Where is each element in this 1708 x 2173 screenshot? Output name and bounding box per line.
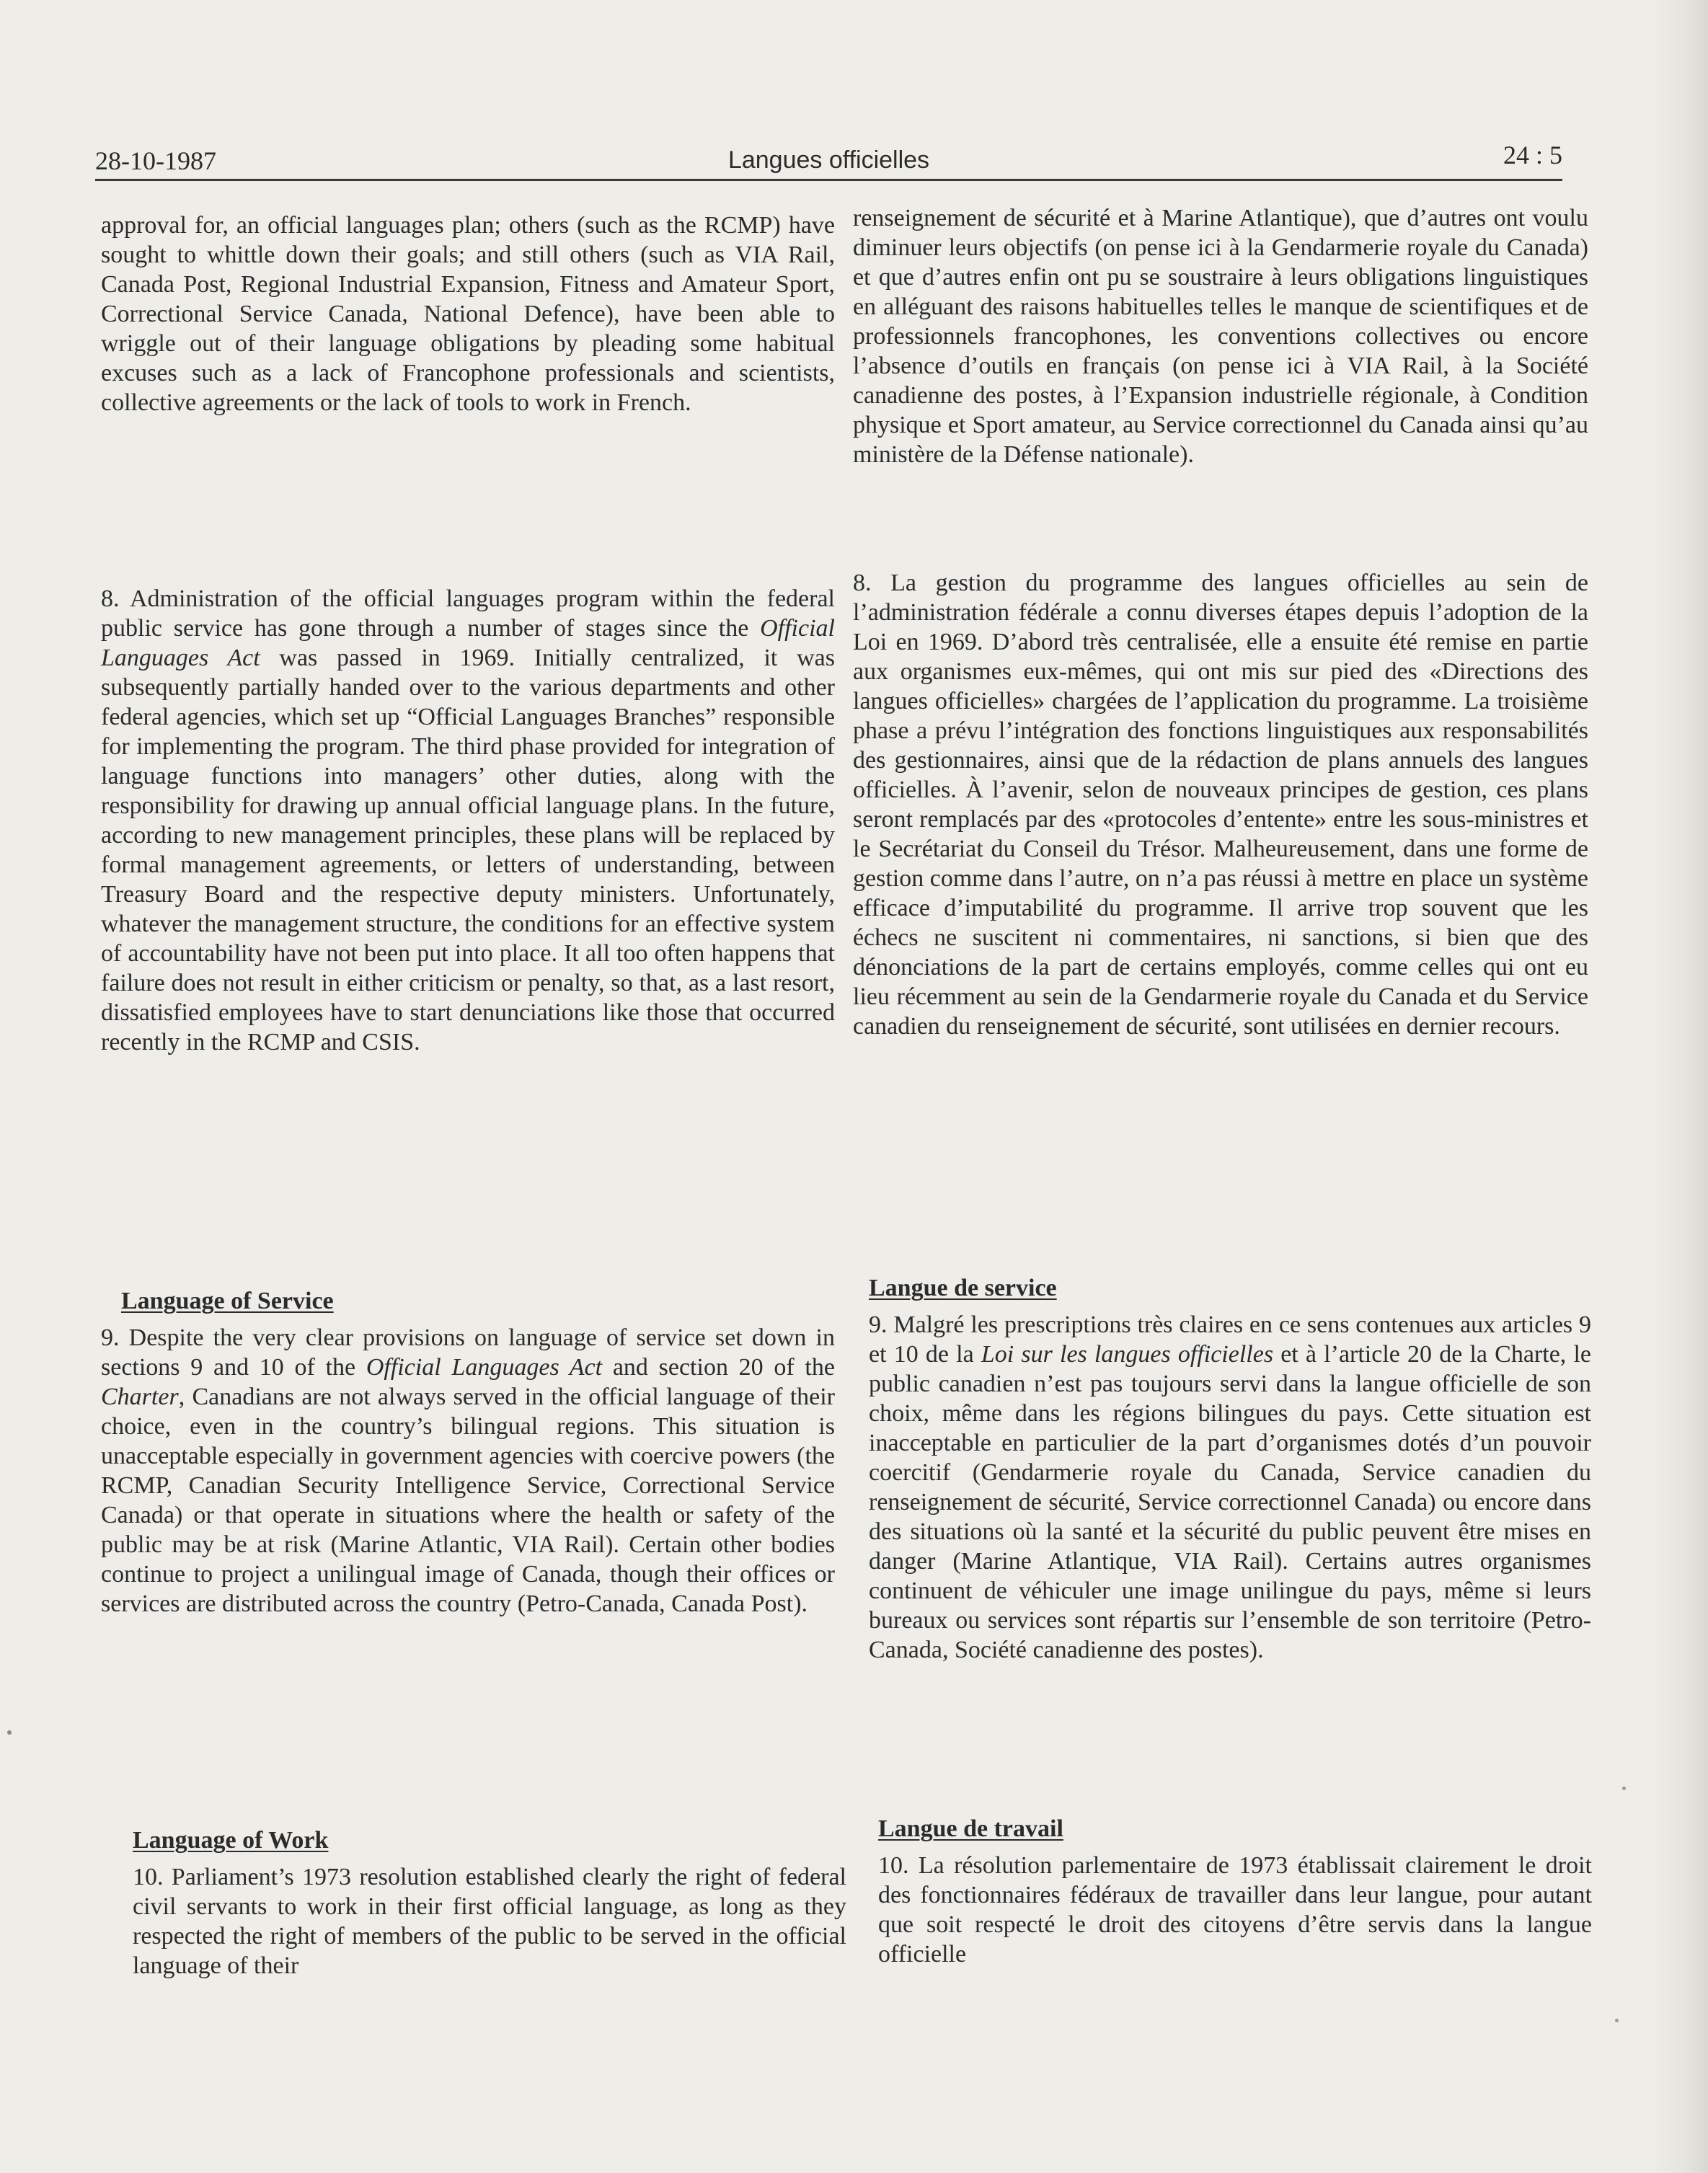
margin-speck xyxy=(1622,1787,1626,1790)
page-header xyxy=(95,136,1562,181)
margin-mark xyxy=(7,1730,12,1735)
english-work-section xyxy=(133,1825,846,1981)
english-work-heading: Language of Work xyxy=(133,1827,329,1854)
french-service-section xyxy=(869,1273,1591,1665)
french-paragraph-9: 9. Malgré les prescriptions très claires en ce sens contenues aux articles 9 et 10 de la Loi sur les langues officielles et à l’article 20 de la Charte, le public canadien n’est pas toujours servi dans la langue officielle de son choix, même dans les régions bilingues du pays. Cette situation est inacceptable en particulier de la part d’organismes dotés d’un pouvoir coercitif (Gendarmerie royale du Canada, Service canadien du renseignement de sécurité, Service correctionnel Canada) ou encore dans des situations où la santé et la sécurité du public peuvent être mises en danger (Marine Atlantique, VIA Rail). Certains autres organismes continuent de véhiculer une image unilingue du pays, même si leurs bureaux ou services sont répartis sur l’ensemble de son territoire (Petro-Canada, Société canadienne des postes). xyxy=(869,1311,1591,1663)
english-paragraph-9: 9. Despite the very clear provisions on language of service set down in sections 9 and 10 of the Official Languages Act and section 20 of the Charter, Canadians are not always served in the official language of their choice, even in the country’s bilingual regions. This situation is unacceptable especially in government agencies with coercive powers (the RCMP, Canadian Security Intelligence Service, Correctional Service Canada) or that operate in situations where the health or safety of the public may be at risk (Marine Atlantic, VIA Rail). Certain other bodies continue to project a unilingual image of Canada, though their offices or services are distributed across the country (Petro-Canada, Canada Post). xyxy=(101,1324,835,1617)
act-title: Loi sur les langues officielles xyxy=(981,1341,1274,1368)
margin-speck xyxy=(1615,2019,1619,2022)
charter-title: Charter xyxy=(101,1384,179,1410)
french-work-heading: Langue de travail xyxy=(878,1815,1063,1842)
french-paragraph-8: 8. La gestion du programme des langues officielles au sein de l’administration fédérale a connu diverses étapes depuis l’adoption de la Loi en 1969. D’abord très centralisée, elle a ensuite été remise en partie aux organismes eux-mêmes, qui ont mis sur pied des «Directions des langues officielles» chargées de l’application du programme. La troisième phase a prévu l’intégration des fonctions linguistiques aux responsabilités des gestionnaires, ainsi que de la rédaction de plans annuels des langues officielles. À l’avenir, selon de nouveaux principes de gestion, ces plans seront remplacés par des «protocoles d’entente» entre les sous-ministres et le Secrétariat du Conseil du Trésor. Malheureusement, dans une forme de gestion comme dans l’autre, on n’a pas réussi à mettre en place un système efficace d’imputabilité du programme. Il arrive trop souvent que les échecs ne suscitent ni commentaires, ni sanctions, si bien que des dénonciations de la part de certains employés, comme celles qui ont eu lieu récemment au sein de la Gendarmerie royale du Canada et du Service canadien du renseignement de sécurité, sont utilisées en dernier recours. xyxy=(853,570,1588,1040)
french-intro-paragraph: renseignement de sécurité et à Marine Atlantique), que d’autres ont voulu diminuer leurs objectifs (on pense ici à la Gendarmerie royale du Canada) et que d’autres enfin ont pu se soustraire à leurs obligations linguistiques en alléguant des raisons habituelles telles le manque de scientifiques et de professionnels francophones, les conventions collectives ou encore l’absence d’outils en français (on pense ici à VIA Rail, à la Société canadienne des postes, à l’Expansion industrielle régionale, à Condition physique et Sport amateur, au Service correctionnel du Canada ainsi qu’au ministère de la Défense nationale). xyxy=(853,205,1588,468)
english-intro-block xyxy=(101,211,835,417)
english-paragraph-8: 8. Administration of the official languages program within the federal public service has gone through a number of stages since the Official Languages Act was passed in 1969. Initially centralized, it was subsequently partially handed over to the various departments and other federal agencies, which set up “Official Languages Branches” responsible for implementing the program. The third phase provided for integration of language functions into managers’ other duties, along with the responsibility for drawing up annual official language plans. In the future, according to new management principles, these plans will be replaced by formal management agreements, or letters of understanding, between Treasury Board and the respective deputy ministers. Unfortunately, whatever the management structure, the conditions for an effective system of accountability have not been put into place. It all too often happens that failure does not result in either criticism or penalty, so that, as a last resort, dissatisfied employees have to start denunciations like those that occurred recently in the RCMP and CSIS. xyxy=(101,585,835,1055)
page-edge-shadow xyxy=(1650,0,1708,2173)
english-para-8-block xyxy=(101,584,835,1057)
english-paragraph-10: 10. Parliament’s 1973 resolution established clearly the right of federal civil servants to work in their first official language, as long as they respected the right of members of the public to be served in the official language of their xyxy=(133,1864,846,1979)
french-intro-block xyxy=(853,203,1588,469)
french-paragraph-10: 10. La résolution parlementaire de 1973 établissait clairement le droit des fonctionnaires fédéraux de travailler dans leur langue, pour autant que soit respecté le droit des citoyens d’être servis dans la langue officielle xyxy=(878,1852,1592,1968)
english-service-section xyxy=(101,1286,835,1619)
english-service-heading: Language of Service xyxy=(121,1288,334,1314)
header-title: Langues officielles xyxy=(727,146,930,174)
act-title: Official Languages Act xyxy=(101,615,835,671)
header-date: 28-10-1987 xyxy=(95,146,216,175)
english-intro-paragraph: approval for, an official languages plan; others (such as the RCMP) have sought to whittle down their goals; and still others (such as VIA Rail, Canada Post, Regional Industrial Expansion, Fitness and Amateur Sport, Correctional Service Canada, National Defence), have been able to wriggle out of their language obligations by pleading some habitual excuses such as a lack of Francophone professionals and scientists, collective agreements or the lack of tools to work in French. xyxy=(101,212,835,416)
act-title: Official Languages Act xyxy=(366,1354,603,1381)
french-work-section xyxy=(878,1814,1592,1969)
french-para-8-block xyxy=(853,568,1588,1041)
header-page-number: 24 : 5 xyxy=(1503,141,1562,169)
french-service-heading: Langue de service xyxy=(869,1275,1057,1301)
